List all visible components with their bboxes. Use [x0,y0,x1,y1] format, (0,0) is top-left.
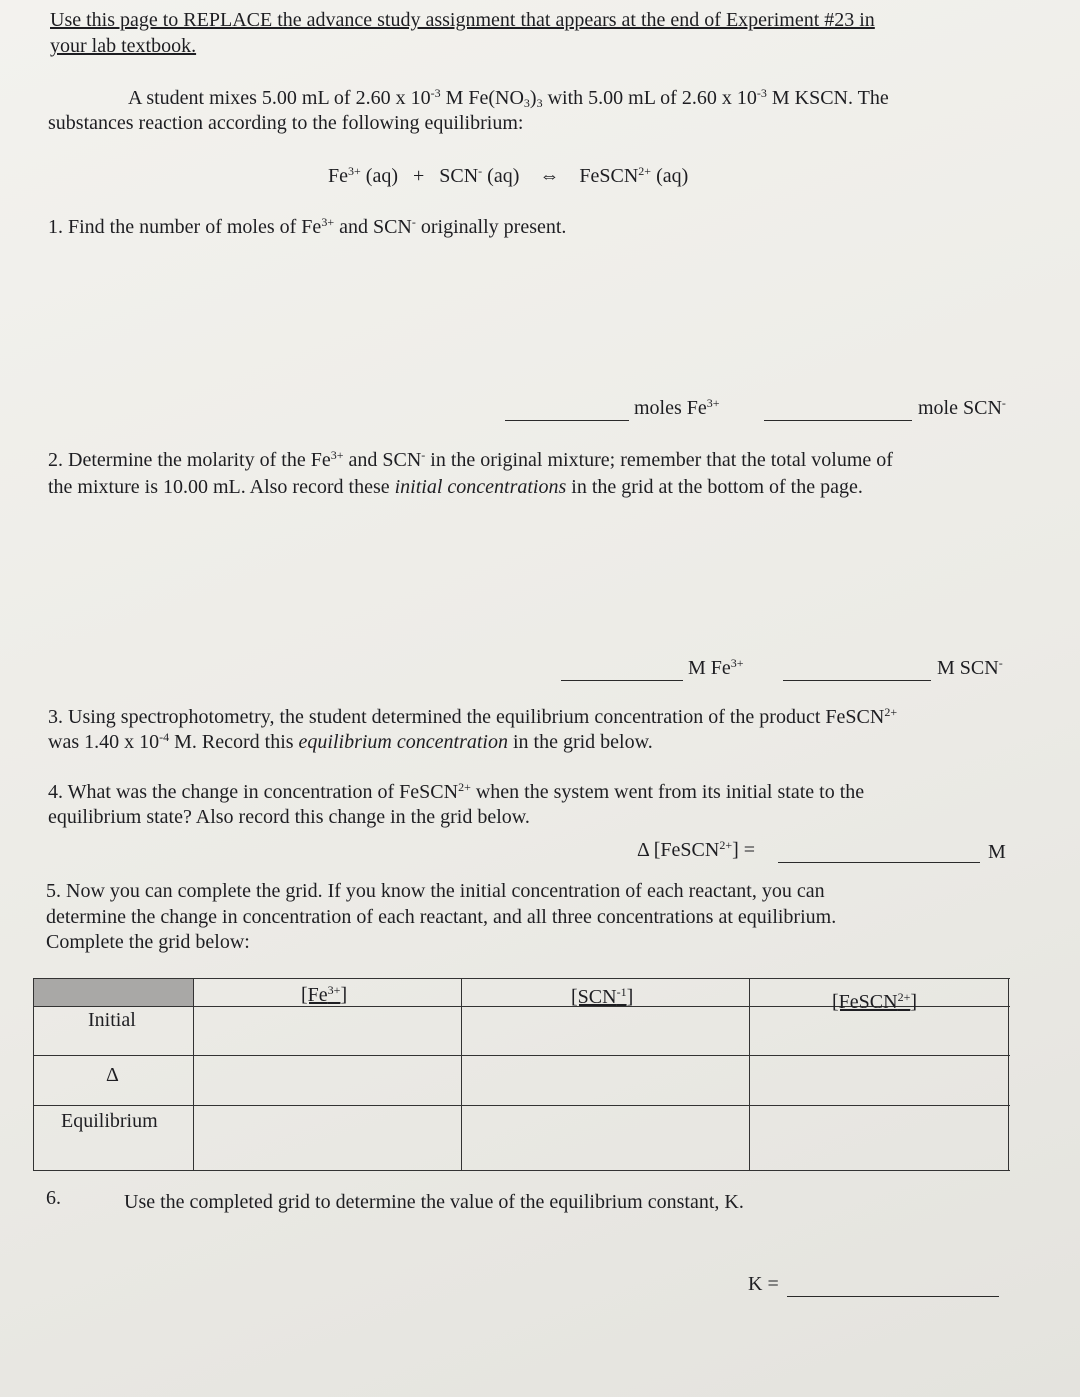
column-header-fe: $[Fe^{3+}]$ [301,983,348,1006]
intro-line-2: substances reaction according to the following equilibrium: [48,112,524,134]
answer-label-molarity-scn: M SCN- [937,656,1003,679]
question-2-line-2: the mixture is 10.00 mL. Also record these initial concentrations in the grid at the bottom of the page. [48,476,863,498]
question-1: 1. Find the number of moles of $Fe^{3+}$ and SCN- originally present. [48,215,567,238]
question-4-line-1: 4. What was the change in concentration of FeSCN$^{2+}$ when the system went from its initial state to the [48,780,865,803]
cell-change-fe[interactable] [195,1057,460,1104]
equilibrium-equation: $Fe^{3+}$ (aq) + SCN- (aq) ⇔ FeSCN$^{2+}$ (aq) [328,164,689,187]
answer-unit-delta-fescn: M [988,841,1006,863]
cell-initial-fescn[interactable] [751,1008,1007,1054]
question-3-line-1: 3. Using spectrophotometry, the student determined the equilibrium concentration of the product FeSCN$^{2+}$ [48,705,898,728]
answer-label-moles-fe: moles $Fe^{3+}$ [634,396,720,419]
cell-change-fescn[interactable] [751,1057,1007,1104]
question-6-number: 6. [46,1187,61,1209]
cell-initial-scn[interactable] [463,1008,748,1054]
ice-table [33,978,1010,1172]
intro-line-1: A student mixes 5.00 mL of 2.60 x $10^{-3}$ M $Fe(NO_3)_3$ with 5.00 mL of 2.60 x $10^{-3}$ M KSCN. The [128,86,889,110]
question-5-line-1: 5. Now you can complete the grid. If you know the initial concentration of each reactant, you can [46,880,825,902]
column-header-scn: $[SCN^{-1}]$ [571,985,634,1008]
answer-label-k: K = [748,1273,779,1295]
question-5-line-2: determine the change in concentration of each reactant, and all three concentrations at equilibrium. [46,906,837,928]
header-line-2: your lab textbook. [50,35,197,57]
header-line-1: Use this page to REPLACE the advance study assignment that appears at the end of Experiment #23 in [50,9,875,31]
answer-blank-delta-fescn[interactable] [778,862,980,863]
answer-label-moles-scn: mole SCN- [918,396,1006,419]
question-4-line-2: equilibrium state? Also record this change in the grid below. [48,806,530,828]
answer-blank-moles-fe[interactable] [505,420,629,421]
cell-equilibrium-scn[interactable] [463,1107,748,1169]
question-2-line-1: 2. Determine the molarity of the $Fe^{3+}$ and SCN- in the original mixture; remember that the total volume of [48,448,893,471]
answer-label-delta-fescn: Δ [FeSCN$^{2+}$] = [637,838,756,861]
answer-blank-moles-scn[interactable] [764,420,912,421]
answer-label-molarity-fe: M $Fe^{3+}$ [688,656,744,679]
cell-equilibrium-fescn[interactable] [751,1107,1007,1169]
question-5-line-3: Complete the grid below: [46,931,250,953]
cell-equilibrium-fe[interactable] [195,1107,460,1169]
row-label-initial: Initial [88,1009,136,1031]
ice-table-corner-cell [33,978,193,1006]
answer-blank-k[interactable] [787,1296,999,1297]
answer-blank-molarity-fe[interactable] [561,680,683,681]
cell-change-scn[interactable] [463,1057,748,1104]
question-6-text: Use the completed grid to determine the value of the equilibrium constant, K. [124,1191,744,1213]
cell-initial-fe[interactable] [195,1008,460,1054]
column-header-fescn: [FeSCN$^{2+}$] [832,990,918,1013]
answer-blank-molarity-scn[interactable] [783,680,931,681]
row-label-equilibrium: Equilibrium [61,1110,158,1132]
row-label-change: Δ [106,1064,119,1086]
question-3-line-2: was 1.40 x $10^{-4}$ M. Record this equilibrium concentration in the grid below. [48,730,653,753]
equilibrium-arrow-icon: ⇔ [539,165,560,187]
